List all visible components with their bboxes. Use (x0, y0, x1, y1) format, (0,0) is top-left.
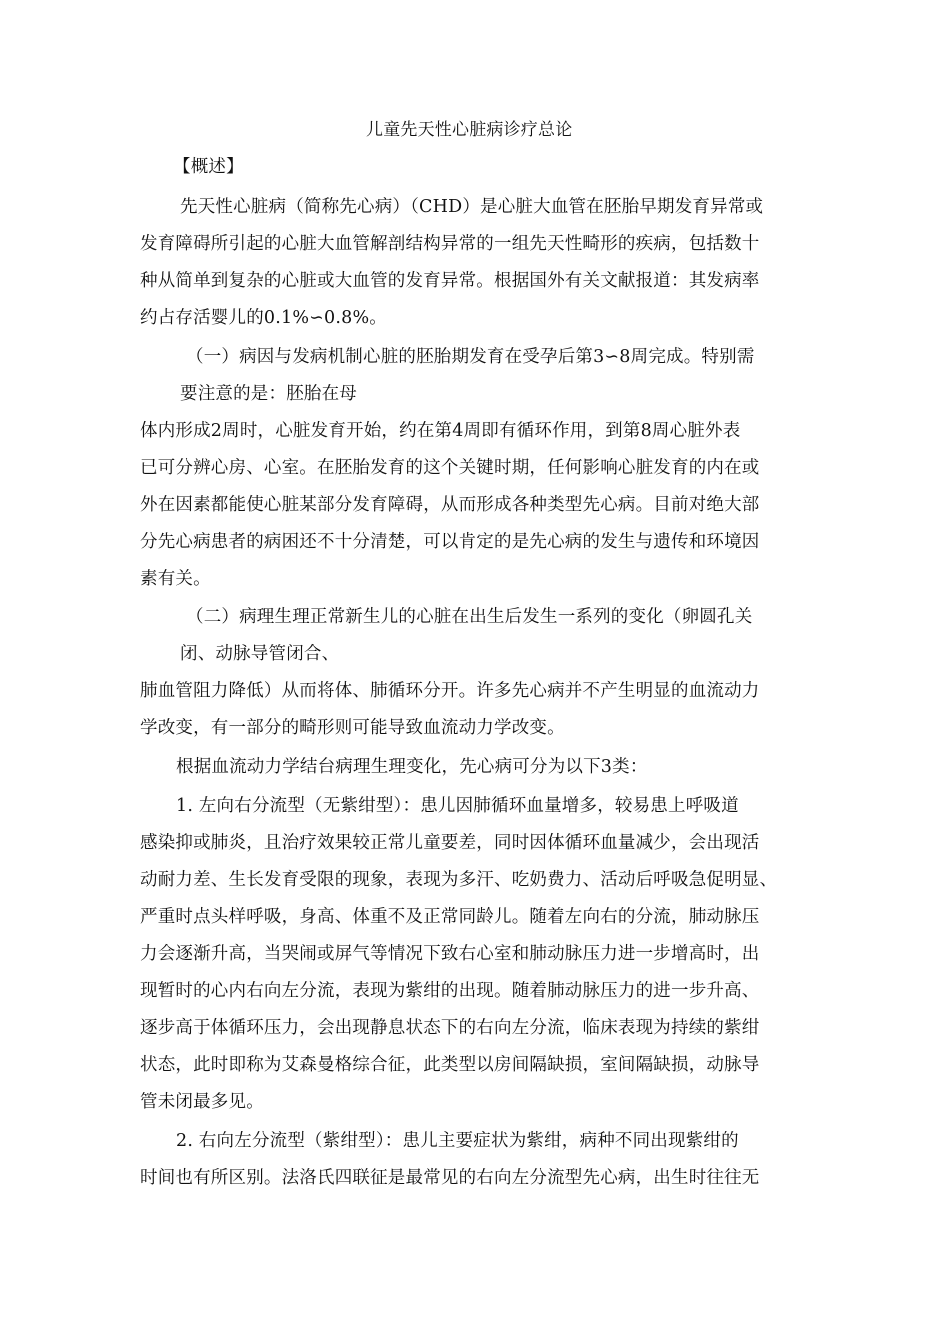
page-title: 儿童先天性心脏病诊疗总论 (366, 120, 573, 140)
text-line: 逐步高于体循环压力，会出现静息状态下的右向左分流，临床表现为持续的紫绀 (140, 1018, 760, 1038)
text-line: 外在因素都能使心脏某部分发育障碍，从而形成各种类型先心病。目前对绝大部 (140, 495, 760, 515)
text-line: 体内形成2周时，心脏发育开始，约在第4周即有循环作用，到第8周心脏外表 (140, 421, 741, 441)
text-line: （二）病理生理正常新生儿的心脏在出生后发生一系列的变化（卵圆孔关 (186, 607, 753, 627)
text-line: 状态，此时即称为艾森曼格综合征，此类型以房间隔缺损，室间隔缺损，动脉导 (140, 1055, 760, 1075)
text-line: （一）病因与发病机制心脏的胚胎期发育在受孕后第3∽8周完成。特别需 (186, 347, 755, 367)
section-heading: 【概述】 (173, 157, 244, 177)
text-line: 要注意的是：胚胎在母 (180, 384, 357, 404)
text-line: 约占存活婴儿的0.1%∽0.8%。 (140, 308, 387, 328)
text-line: 感染抑或肺炎，且治疗效果较正常儿童要差，同时因体循环血量减少，会出现活 (140, 833, 760, 853)
text-line: 严重时点头样呼吸，身高、体重不及正常同龄儿。随着左向右的分流，肺动脉压 (140, 907, 760, 927)
text-line: 管未闭最多见。 (140, 1092, 264, 1112)
text-line: 种从简单到复杂的心脏或大血管的发育异常。根据国外有关文献报道：其发病率 (140, 271, 760, 291)
text-line: 1. 左向右分流型（无紫绀型）：患儿因肺循环血量增多，较易患上呼吸道 (176, 796, 739, 816)
text-line: 时间也有所区别。法洛氏四联征是最常见的右向左分流型先心病，出生时往往无 (140, 1168, 760, 1188)
text-line: 发育障碍所引起的心脏大血管解剖结构异常的一组先天性畸形的疾病，包括数十 (140, 234, 760, 254)
text-line: 力会逐渐升高，当哭闹或屏气等情况下致右心室和肺动脉压力进一步增高时，出 (140, 944, 760, 964)
text-line: 先天性心脏病（简称先心病）（CHD）是心脏大血管在胚胎早期发育异常或 (180, 197, 764, 217)
text-line: 根据血流动力学结台病理生理变化，先心病可分为以下3类： (176, 757, 648, 777)
text-line: 2. 右向左分流型（紫绀型）：患儿主要症状为紫绀，病种不同出现紫绀的 (176, 1131, 739, 1151)
text-line: 现暂时的心内右向左分流，表现为紫绀的出现。随着肺动脉压力的进一步升高、 (140, 981, 760, 1001)
text-line: 分先心病患者的病困还不十分清楚，可以肯定的是先心病的发生与遗传和环境因 (140, 532, 760, 552)
text-line: 肺血管阻力降低）从而将体、肺循环分开。许多先心病并不产生明显的血流动力 (140, 681, 760, 701)
text-line: 闭、动脉导管闭合、 (180, 644, 340, 664)
text-line: 学改变，有一部分的畸形则可能导致血流动力学改变。 (140, 718, 565, 738)
text-line: 动耐力差、生长发育受限的现象，表现为多汗、吃奶费力、活动后呼吸急促明显、 (140, 870, 778, 890)
text-line: 已可分辨心房、心室。在胚胎发育的这个关键时期，任何影响心脏发育的内在或 (140, 458, 760, 478)
text-line: 素有关。 (140, 569, 211, 589)
